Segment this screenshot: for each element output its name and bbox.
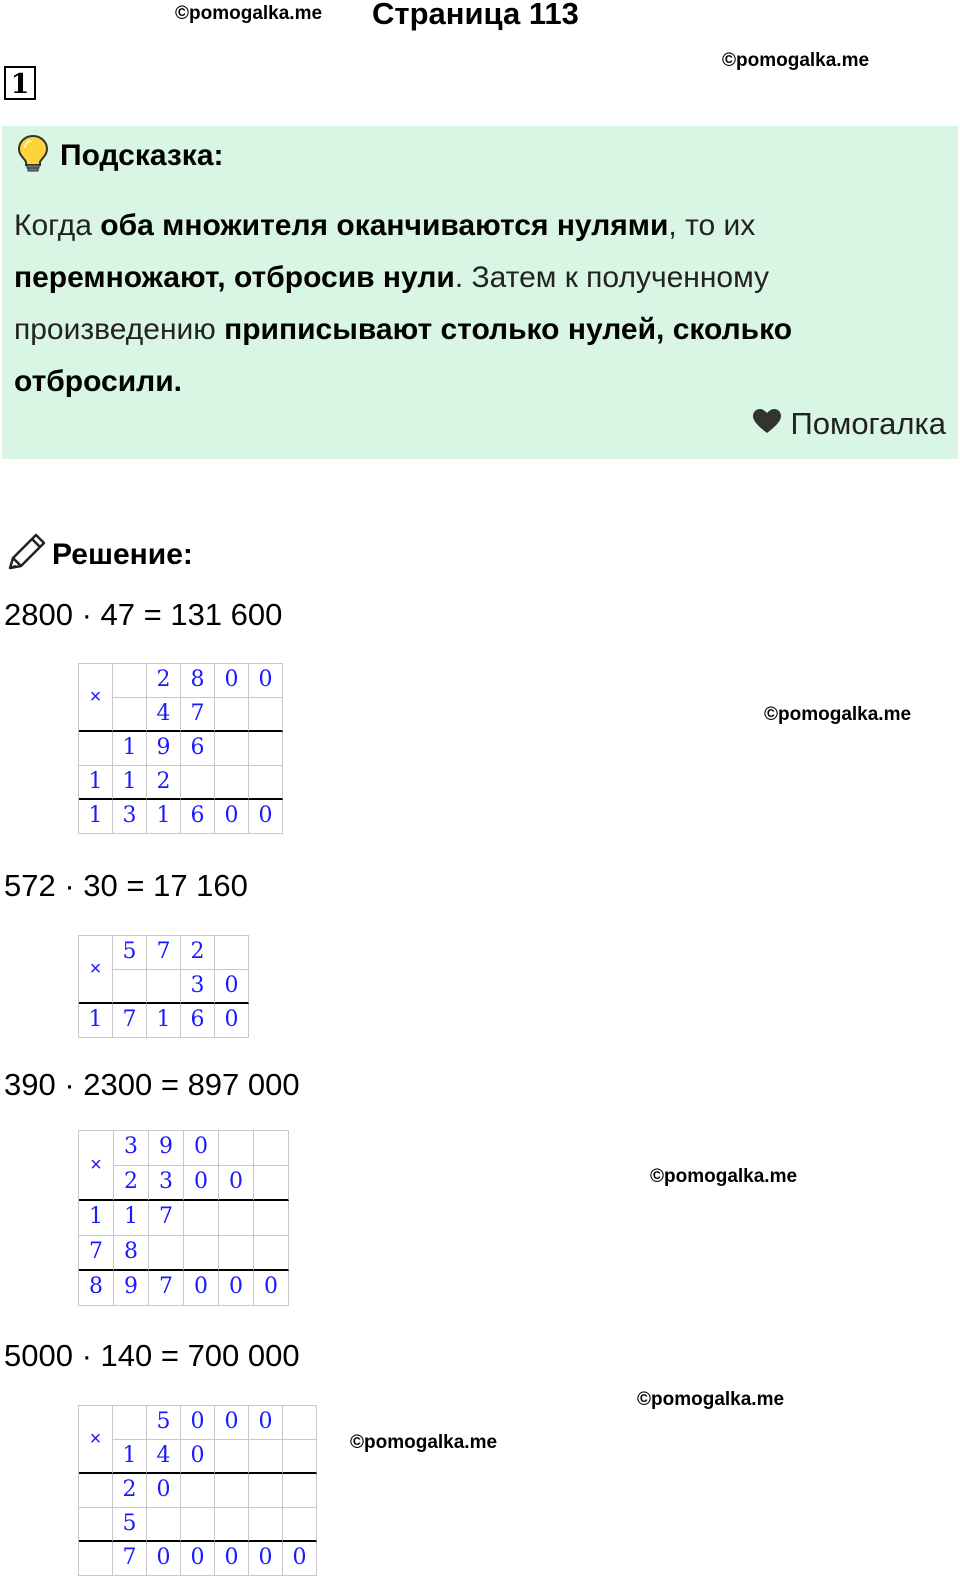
grid-cell	[149, 1236, 184, 1271]
multiply-sign: ×	[79, 1131, 114, 1201]
hint-text	[14, 200, 944, 408]
pencil-icon	[4, 532, 52, 577]
grid-cell: 1	[79, 1004, 113, 1038]
grid-cell: 6	[181, 1004, 215, 1038]
grid-cell: 3	[181, 970, 215, 1004]
grid-cell	[254, 1166, 289, 1201]
grid-cell	[79, 1474, 113, 1508]
solution-header	[4, 532, 193, 577]
grid-cell: 8	[114, 1236, 149, 1271]
grid-cell	[249, 1440, 283, 1474]
grid-cell	[249, 1508, 283, 1542]
grid-cell: 7	[149, 1201, 184, 1236]
grid-cell: 9	[149, 1131, 184, 1166]
grid-cell: 0	[249, 1406, 283, 1440]
grid-cell	[219, 1131, 254, 1166]
grid-cell: 5	[113, 1508, 147, 1542]
hint-text-bold: оба множителя оканчиваются нулями	[100, 209, 669, 242]
column-multiplication	[78, 663, 283, 834]
grid-cell	[181, 766, 215, 800]
grid-cell: 7	[113, 1004, 147, 1038]
multiply-sign: ×	[79, 936, 113, 1004]
grid-cell	[249, 698, 283, 732]
page-title: Страница 113	[372, 0, 579, 31]
grid-cell: 0	[215, 1004, 249, 1038]
problem-expression: 390 · 2300 = 897 000	[4, 1067, 300, 1102]
grid-cell: 9	[147, 732, 181, 766]
problem-expression: 572 · 30 = 17 160	[4, 868, 248, 903]
grid-cell	[79, 1508, 113, 1542]
grid-cell: 0	[215, 800, 249, 834]
grid-cell	[215, 936, 249, 970]
grid-cell: 2	[181, 936, 215, 970]
grid-cell: 0	[215, 970, 249, 1004]
grid-cell	[184, 1201, 219, 1236]
grid-cell: 5	[147, 1406, 181, 1440]
grid-cell: 0	[249, 1542, 283, 1576]
grid-cell: 3	[113, 800, 147, 834]
grid-cell: 7	[149, 1271, 184, 1306]
grid-cell: 7	[113, 1542, 147, 1576]
grid-cell: 0	[215, 664, 249, 698]
watermark: ©pomogalka.me	[764, 704, 912, 725]
watermark: ©pomogalka.me	[637, 1389, 785, 1410]
grid-cell	[219, 1201, 254, 1236]
grid-cell	[283, 1406, 317, 1440]
hint-box	[2, 126, 958, 459]
grid-cell: 2	[114, 1166, 149, 1201]
grid-cell	[215, 1508, 249, 1542]
grid-cell	[249, 732, 283, 766]
grid-cell: 0	[249, 664, 283, 698]
grid-cell	[113, 970, 147, 1004]
grid-cell	[215, 1440, 249, 1474]
grid-cell: 2	[113, 1474, 147, 1508]
grid-cell	[113, 698, 147, 732]
watermark: ©pomogalka.me	[350, 1432, 498, 1453]
grid-cell	[181, 1474, 215, 1508]
hint-text-bold: приписывают столько нулей, сколько отбросили.	[14, 313, 793, 398]
grid-cell: 0	[147, 1542, 181, 1576]
watermark: ©pomogalka.me	[175, 3, 323, 24]
grid-cell: 1	[114, 1201, 149, 1236]
grid-cell	[184, 1236, 219, 1271]
grid-cell: 9	[114, 1271, 149, 1306]
grid-cell: 5	[113, 936, 147, 970]
grid-cell	[249, 766, 283, 800]
grid-cell	[283, 1474, 317, 1508]
hint-title: Подсказка:	[60, 139, 224, 172]
grid-cell: 0	[181, 1440, 215, 1474]
grid-cell: 0	[249, 800, 283, 834]
grid-cell	[147, 970, 181, 1004]
hint-text-bold: перемножают, отбросив нули	[14, 261, 455, 294]
watermark: ©pomogalka.me	[722, 50, 870, 71]
multiply-sign: ×	[79, 664, 113, 732]
watermark: ©pomogalka.me	[650, 1166, 798, 1187]
grid-cell: 3	[149, 1166, 184, 1201]
grid-cell: 8	[181, 664, 215, 698]
grid-cell: 7	[79, 1236, 114, 1271]
grid-cell: 0	[283, 1542, 317, 1576]
task-number: 1	[4, 66, 36, 100]
hint-text-part: Когда	[14, 209, 101, 242]
grid-cell: 1	[147, 1004, 181, 1038]
grid-cell: 6	[181, 800, 215, 834]
grid-cell	[283, 1440, 317, 1474]
grid-cell	[254, 1201, 289, 1236]
grid-cell: 0	[184, 1131, 219, 1166]
grid-cell: 0	[219, 1166, 254, 1201]
grid-cell: 1	[113, 766, 147, 800]
grid-cell: 0	[181, 1406, 215, 1440]
grid-cell: 0	[184, 1271, 219, 1306]
grid-cell	[113, 664, 147, 698]
grid-cell: 7	[181, 698, 215, 732]
grid-cell: 0	[254, 1271, 289, 1306]
grid-cell	[181, 1508, 215, 1542]
grid-cell: 0	[147, 1474, 181, 1508]
column-multiplication	[78, 935, 249, 1038]
grid-cell	[215, 1474, 249, 1508]
grid-cell: 4	[147, 698, 181, 732]
brand-name: Помогалка	[790, 406, 946, 441]
grid-cell: 1	[147, 800, 181, 834]
multiply-sign: ×	[79, 1406, 113, 1474]
lightbulb-icon	[16, 134, 60, 179]
grid-cell: 0	[215, 1406, 249, 1440]
column-multiplication	[78, 1405, 317, 1576]
grid-cell: 6	[181, 732, 215, 766]
grid-cell: 1	[79, 800, 113, 834]
grid-cell: 8	[79, 1271, 114, 1306]
hint-text-part: . Затем к полученному произведению	[14, 261, 770, 346]
problem-expression: 2800 · 47 = 131 600	[4, 597, 283, 632]
grid-cell: 0	[184, 1166, 219, 1201]
column-multiplication	[78, 1130, 289, 1306]
grid-cell	[79, 732, 113, 766]
brand	[752, 406, 946, 442]
grid-cell: 0	[215, 1542, 249, 1576]
grid-cell: 0	[181, 1542, 215, 1576]
grid-cell	[215, 766, 249, 800]
grid-cell	[113, 1406, 147, 1440]
grid-cell: 4	[147, 1440, 181, 1474]
grid-cell	[215, 732, 249, 766]
grid-cell: 1	[113, 732, 147, 766]
hint-text-part: , то их	[668, 209, 756, 242]
grid-cell	[283, 1508, 317, 1542]
grid-cell: 0	[219, 1271, 254, 1306]
grid-cell: 3	[114, 1131, 149, 1166]
grid-cell: 1	[79, 766, 113, 800]
problem-expression: 5000 · 140 = 700 000	[4, 1338, 300, 1373]
grid-cell	[254, 1236, 289, 1271]
hint-header	[16, 136, 224, 176]
grid-cell: 7	[147, 936, 181, 970]
grid-cell	[215, 698, 249, 732]
grid-cell	[147, 1508, 181, 1542]
grid-cell	[219, 1236, 254, 1271]
grid-cell	[79, 1542, 113, 1576]
grid-cell: 2	[147, 766, 181, 800]
grid-cell: 1	[79, 1201, 114, 1236]
grid-cell: 1	[113, 1440, 147, 1474]
grid-cell	[254, 1131, 289, 1166]
grid-cell: 2	[147, 664, 181, 698]
heart-icon	[752, 406, 790, 442]
grid-cell	[249, 1474, 283, 1508]
solution-title: Решение:	[52, 537, 193, 571]
